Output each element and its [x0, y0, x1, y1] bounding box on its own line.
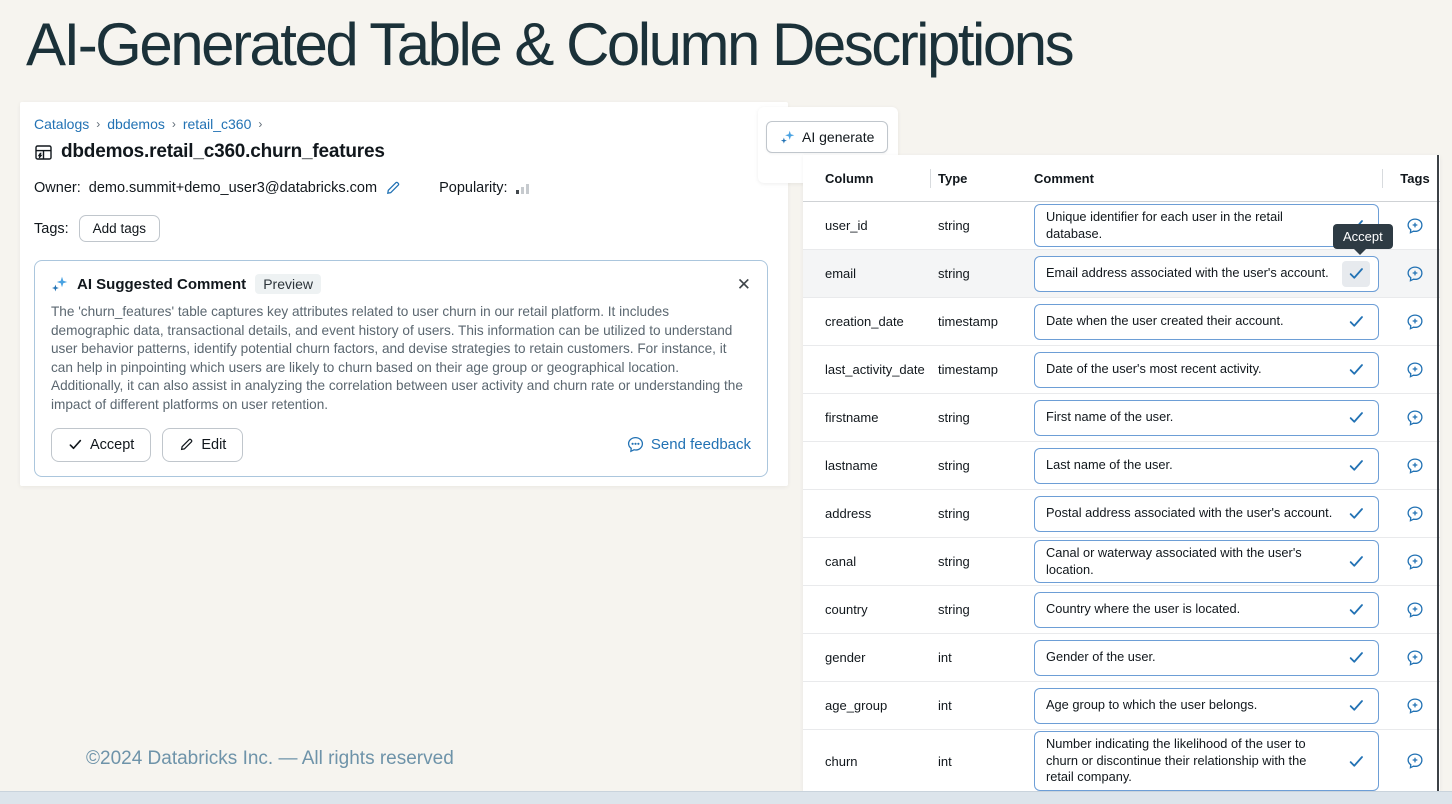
- table-row: [803, 250, 1440, 298]
- comment-input[interactable]: [1034, 688, 1379, 724]
- table-row: [803, 394, 1440, 442]
- popularity-bars-icon: [516, 182, 530, 194]
- comment-text: Postal address associated with the user's account.: [1046, 505, 1333, 521]
- column-comment-cell: [1034, 496, 1390, 532]
- column-comment-cell: [1034, 540, 1390, 583]
- column-type-cell: string: [938, 458, 970, 473]
- owner-value: demo.summit+demo_user3@databricks.com: [88, 180, 378, 196]
- column-name-cell: last_activity_date: [825, 362, 925, 377]
- ai-generate-button[interactable]: AI generate: [766, 121, 888, 153]
- column-name-cell: user_id: [825, 218, 868, 233]
- accept-check-icon[interactable]: [1342, 693, 1370, 719]
- comment-input[interactable]: [1034, 640, 1379, 676]
- comment-text: Gender of the user.: [1046, 649, 1156, 665]
- add-tag-icon[interactable]: [1406, 601, 1424, 619]
- column-name-cell: lastname: [825, 458, 878, 473]
- sparkle-icon: [51, 276, 68, 293]
- header-column: Column: [825, 170, 874, 186]
- breadcrumb-retail-c360[interactable]: retail_c360: [182, 116, 252, 132]
- column-comment-cell: [1034, 448, 1390, 484]
- add-tags-button[interactable]: Add tags: [79, 215, 160, 242]
- table-row: [803, 586, 1440, 634]
- add-tag-icon[interactable]: [1406, 313, 1424, 331]
- comment-input[interactable]: [1034, 256, 1379, 292]
- breadcrumb-separator: ›: [171, 117, 176, 131]
- column-type-cell: string: [938, 218, 970, 233]
- header-comment: Comment: [1034, 170, 1094, 186]
- breadcrumb-separator: ›: [258, 117, 263, 131]
- accept-check-icon[interactable]: [1342, 261, 1370, 287]
- column-comment-cell: [1034, 640, 1390, 676]
- accept-check-icon[interactable]: [1342, 549, 1370, 575]
- page-title: AI-Generated Table & Column Descriptions: [26, 11, 1073, 78]
- table-row: [803, 346, 1440, 394]
- breadcrumb-separator: ›: [96, 117, 101, 131]
- column-type-cell: timestamp: [938, 314, 998, 329]
- column-name-cell: address: [825, 506, 872, 521]
- column-name-cell: canal: [825, 554, 857, 569]
- popularity-label: Popularity:: [439, 180, 508, 196]
- add-tag-icon[interactable]: [1406, 553, 1424, 571]
- column-comment-cell: [1034, 731, 1390, 791]
- comment-input[interactable]: [1034, 352, 1379, 388]
- catalog-detail-panel: [20, 102, 788, 486]
- column-tags-cell: [1390, 361, 1440, 379]
- breadcrumb-catalogs[interactable]: Catalogs: [34, 116, 90, 132]
- comment-text: Unique identifier for each user in the retail database.: [1046, 209, 1283, 241]
- breadcrumb-dbdemos[interactable]: dbdemos: [107, 116, 165, 132]
- column-comment-cell: [1034, 688, 1390, 724]
- column-name-cell: creation_date: [825, 314, 904, 329]
- add-tag-icon[interactable]: [1406, 409, 1424, 427]
- accept-check-icon[interactable]: [1342, 309, 1370, 335]
- table-row: [803, 730, 1440, 792]
- add-tag-icon[interactable]: [1406, 217, 1424, 235]
- table-row: [803, 538, 1440, 586]
- accept-check-icon[interactable]: [1342, 501, 1370, 527]
- accept-check-icon[interactable]: [1342, 748, 1370, 774]
- comment-text: Date of the user's most recent activity.: [1046, 361, 1262, 377]
- column-tags-cell: [1390, 457, 1440, 475]
- column-tags-cell: [1390, 409, 1440, 427]
- column-tags-cell: [1390, 649, 1440, 667]
- table-body: [803, 202, 1440, 792]
- bottom-strip: [0, 791, 1452, 804]
- add-tag-icon[interactable]: [1406, 457, 1424, 475]
- column-type-cell: string: [938, 602, 970, 617]
- preview-badge: Preview: [255, 274, 321, 294]
- header-type: Type: [938, 155, 1034, 201]
- table-row: [803, 490, 1440, 538]
- breadcrumb: [34, 116, 772, 132]
- comment-text: Country where the user is located.: [1046, 601, 1241, 617]
- table-icon: [34, 143, 53, 162]
- accept-check-icon[interactable]: [1342, 645, 1370, 671]
- column-tags-cell: [1390, 752, 1440, 770]
- copyright-footer: ©2024 Databricks Inc. — All rights reserved: [86, 748, 454, 769]
- comment-text: First name of the user.: [1046, 409, 1174, 425]
- column-comment-cell: [1034, 352, 1390, 388]
- column-name-cell: churn: [825, 753, 858, 769]
- column-tags-cell: [1390, 217, 1440, 235]
- pencil-icon: [179, 437, 194, 452]
- comment-input[interactable]: [1034, 540, 1379, 583]
- comment-input[interactable]: [1034, 400, 1379, 436]
- accept-check-icon[interactable]: [1342, 405, 1370, 431]
- feedback-bubble-icon: [627, 436, 644, 453]
- comment-text: Date when the user created their account.: [1046, 313, 1284, 329]
- column-type-cell: string: [938, 506, 970, 521]
- column-comment-cell: [1034, 400, 1390, 436]
- comment-input[interactable]: [1034, 496, 1379, 532]
- column-type-cell: int: [938, 650, 952, 665]
- page-table-name: dbdemos.retail_c360.churn_features: [61, 141, 385, 162]
- column-tags-cell: [1390, 553, 1440, 571]
- column-comment-cell: [1034, 256, 1390, 292]
- accept-check-icon[interactable]: [1342, 453, 1370, 479]
- add-tag-icon[interactable]: [1406, 752, 1424, 770]
- column-tags-cell: [1390, 601, 1440, 619]
- accept-check-icon[interactable]: [1342, 597, 1370, 623]
- column-name-cell: age_group: [825, 698, 888, 713]
- header-tags: Tags: [1390, 155, 1440, 201]
- comment-text: Canal or waterway associated with the user's location.: [1046, 545, 1302, 577]
- columns-table-panel: [803, 155, 1440, 792]
- column-tags-cell: [1390, 697, 1440, 715]
- column-tags-cell: [1390, 313, 1440, 331]
- comment-text: Email address associated with the user's account.: [1046, 265, 1329, 281]
- tags-label: Tags:: [34, 220, 69, 237]
- column-type-cell: string: [938, 410, 970, 425]
- add-tag-icon[interactable]: [1406, 505, 1424, 523]
- column-type-cell: string: [938, 266, 970, 281]
- comment-text: Age group to which the user belongs.: [1046, 697, 1258, 713]
- comment-input[interactable]: [1034, 448, 1379, 484]
- table-header: [803, 155, 1440, 202]
- edit-button[interactable]: Edit: [162, 428, 243, 462]
- comment-text: Number indicating the likelihood of the user to churn or discontinue their relationship with the retail company.: [1046, 736, 1307, 785]
- column-tags-cell: [1390, 265, 1440, 283]
- ai-comment-body: The 'churn_features' table captures key attributes related to user churn in our retail platform. It includes demographic data, transactional details, and event history of users. This information can be utilized to understand user behavior patterns, identify potential churn factors, and devise strategies to retain customers. For instance, it can help in pinpointing which users are likely to churn based on their age group or geographical location. Additionally, it can also assist in analyzing the correlation between user activity and churn rate or understanding the impact of different platforms on user retention.: [51, 304, 743, 412]
- check-icon: [68, 437, 83, 452]
- close-icon[interactable]: ✕: [736, 274, 751, 294]
- scrollbar[interactable]: [1437, 155, 1439, 792]
- send-feedback-link[interactable]: Send feedback: [627, 436, 751, 453]
- accept-button[interactable]: Accept: [51, 428, 151, 462]
- column-type-cell: string: [938, 554, 970, 569]
- accept-tooltip: Accept: [1333, 224, 1393, 249]
- comment-text: Last name of the user.: [1046, 457, 1173, 473]
- edit-owner-icon[interactable]: [385, 180, 401, 196]
- table-row: [803, 634, 1440, 682]
- column-tags-cell: [1390, 505, 1440, 523]
- ai-suggested-comment-card: [34, 260, 768, 477]
- column-comment-cell: [1034, 592, 1390, 628]
- add-tag-icon[interactable]: [1406, 361, 1424, 379]
- add-tag-icon[interactable]: [1406, 265, 1424, 283]
- column-type-cell: int: [938, 753, 952, 769]
- add-tag-icon[interactable]: [1406, 697, 1424, 715]
- accept-check-icon[interactable]: [1342, 357, 1370, 383]
- table-row: [803, 298, 1440, 346]
- column-type-cell: timestamp: [938, 362, 998, 377]
- column-name-cell: email: [825, 266, 857, 281]
- column-comment-cell: [1034, 304, 1390, 340]
- owner-label: Owner:: [34, 180, 81, 196]
- add-tag-icon[interactable]: [1406, 649, 1424, 667]
- comment-input[interactable]: [1034, 592, 1379, 628]
- column-name-cell: gender: [825, 650, 866, 665]
- table-row: [803, 682, 1440, 730]
- ai-comment-title: AI Suggested Comment: [77, 275, 247, 293]
- column-type-cell: int: [938, 698, 952, 713]
- sparkle-icon: [780, 130, 795, 145]
- comment-input[interactable]: [1034, 204, 1379, 247]
- table-row: [803, 442, 1440, 490]
- column-name-cell: country: [825, 602, 868, 617]
- comment-input[interactable]: [1034, 731, 1379, 791]
- column-name-cell: firstname: [825, 410, 879, 425]
- comment-input[interactable]: [1034, 304, 1379, 340]
